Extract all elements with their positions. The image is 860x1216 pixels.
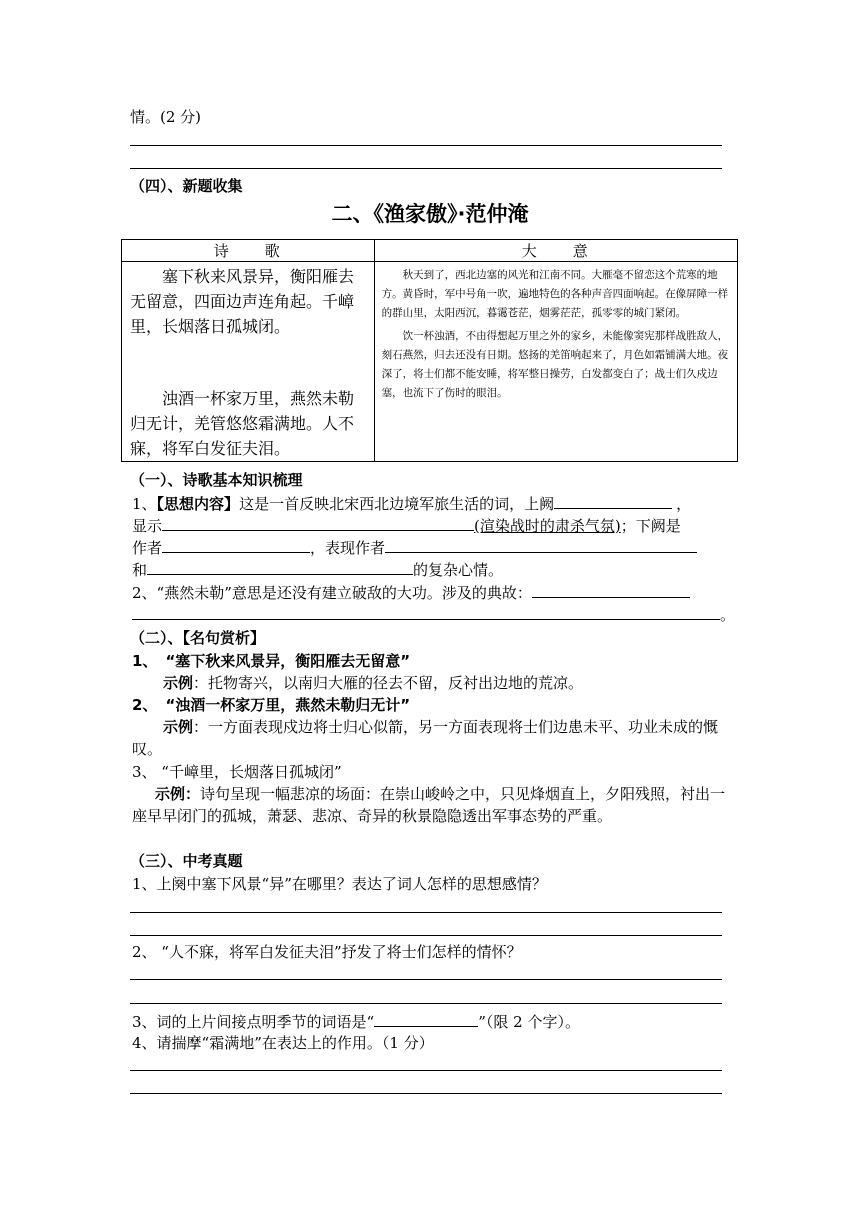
fill-blank[interactable] xyxy=(374,1010,478,1027)
question-2-line-2 xyxy=(132,603,740,626)
section-heading-4: （四）、新题收集 xyxy=(130,177,243,195)
meaning-cell xyxy=(374,262,737,462)
question-number: 1、 xyxy=(132,495,157,513)
example-label: 示例 xyxy=(163,718,194,736)
famous-line-2 xyxy=(132,694,740,716)
example-label: 示例 xyxy=(163,674,194,692)
example-text: ：托物寄兴，以南归大雁的径去不留，反衬出边地的荒凉。 xyxy=(193,674,584,692)
famous-quote: “塞下秋来风景异，衡阳雁去无留意” xyxy=(165,652,411,670)
fill-blank[interactable] xyxy=(162,514,474,531)
example-2 xyxy=(132,716,732,760)
question-text: 和 xyxy=(132,561,148,579)
question-text: 2、“燕然未勒”意思是还没有建立破敌的大功。涉及的典故： xyxy=(132,584,532,602)
answer-line[interactable] xyxy=(130,1093,722,1094)
question-tag: 【思想内容】 xyxy=(156,495,240,513)
question-text: 的复杂心情。 xyxy=(413,561,504,579)
section-heading-2: （二）、【名句赏析】 xyxy=(130,629,266,647)
question-1-line-3 xyxy=(132,536,740,559)
question-text: 这是一首反映北宋西北边境军旅生活的词，上阙 xyxy=(239,495,555,513)
answer-line[interactable] xyxy=(130,912,722,913)
fill-blank[interactable] xyxy=(162,536,310,553)
example-text: ：一方面表现戍边将士归心似箭，另一方面表现将士们边患未平、功业未成的慨叹。 xyxy=(132,718,719,758)
poem-table xyxy=(121,239,738,462)
punctuation: ， xyxy=(676,495,692,513)
item-number: 2、 xyxy=(132,696,158,714)
question-text: ”（限 2 个字）。 xyxy=(478,1013,580,1031)
famous-line-3: 3、 “千嶂里，长烟落日孤城闭” xyxy=(132,763,342,781)
poem-cell xyxy=(122,262,375,462)
fill-blank[interactable] xyxy=(532,581,690,598)
answer-line xyxy=(130,145,722,146)
carryover-text: 情。(2 分) xyxy=(130,108,202,126)
section-heading-3: （三）、中考真题 xyxy=(130,852,243,870)
example-1 xyxy=(132,672,740,694)
exam-question-4: 4、请揣摩“霜满地”在表达上的作用。（1 分） xyxy=(132,1034,434,1052)
page-title: 二、《渔家傲》·范仲淹 xyxy=(331,202,529,226)
answer-line[interactable] xyxy=(130,1070,722,1071)
question-text: ，表现作者 xyxy=(310,539,386,557)
section-heading-1: （一）、诗歌基本知识梳理 xyxy=(130,471,303,489)
punctuation: 。 xyxy=(720,606,736,624)
fill-blank[interactable] xyxy=(554,492,672,509)
question-1-line-4 xyxy=(132,558,740,581)
example-text: 诗句呈现一幅悲凉的场面：在崇山峻岭之中，只见烽烟直上，夕阳残照，衬出一座早早闭门的孤城，萧瑟、悲凉、奇异的秋景隐隐透出军事态势的严重。 xyxy=(132,785,726,825)
fill-blank[interactable] xyxy=(132,603,720,620)
question-1-line-2 xyxy=(132,514,740,537)
exam-question-1: 1、上阕中塞下风景“异”在哪里？表达了词人怎样的思想感情？ xyxy=(132,875,547,893)
meaning-paragraph-1: 秋天到了，西北边塞的风光和江南不同。大雁毫不留恋这个荒寒的地方。黄昏时，军中号角一吹，遍地特色的各种声音四面响起。在像屏障一样的群山里，太阳西沉，暮霭苍茫，烟雾茫茫，孤零零的城门紧闭。 xyxy=(381,269,729,319)
exam-question-2: 2、 “人不寐，将军白发征夫泪”抒发了将士们怎样的情怀？ xyxy=(132,943,522,961)
fill-blank[interactable] xyxy=(385,536,697,553)
answer-line[interactable] xyxy=(130,1003,722,1004)
famous-line-1 xyxy=(132,650,740,672)
item-number: 1、 xyxy=(132,652,158,670)
fill-blank[interactable] xyxy=(147,558,413,575)
table-header-poem: 诗 歌 xyxy=(122,240,375,262)
question-text: 显示 xyxy=(132,517,163,535)
exam-question-3 xyxy=(132,1010,740,1033)
question-hint: (渲染战时的肃杀气氛) xyxy=(474,517,621,535)
poem-stanza-1: 塞下秋来风景异，衡阳雁去无留意，四面边声连角起。千嶂里，长烟落日孤城闭。 xyxy=(130,267,355,336)
question-text: 作者 xyxy=(132,539,163,557)
answer-line xyxy=(130,168,722,169)
question-1-line-1 xyxy=(132,492,740,515)
famous-quote: “浊酒一杯家万里，燕然未勒归无计” xyxy=(165,696,411,714)
poem-stanza-2: 浊酒一杯家万里，燕然未勒归无计，羌管悠悠霜满地。人不寐，将军白发征夫泪。 xyxy=(130,389,355,458)
answer-line[interactable] xyxy=(130,979,722,980)
meaning-paragraph-2: 饮一杯浊酒，不由得想起万里之外的家乡，未能像窦宪那样战胜敌人，刻石燕然，归去还没有日期。悠扬的羌笛响起来了，月色如霜铺满大地。夜深了，将士们都不能安睡，将军整日操劳，白发都变白了；战士们久戍边塞，也流下了伤时的眼泪。 xyxy=(381,330,729,399)
question-text: 3、词的上片间接点明季节的词语是“ xyxy=(132,1013,375,1031)
table-header-meaning: 大 意 xyxy=(374,240,737,262)
question-2-line-1 xyxy=(132,581,740,604)
example-label: 示例： xyxy=(155,785,201,803)
question-text: ；下阙是 xyxy=(620,517,681,535)
example-3 xyxy=(132,783,734,827)
answer-line[interactable] xyxy=(130,935,722,936)
